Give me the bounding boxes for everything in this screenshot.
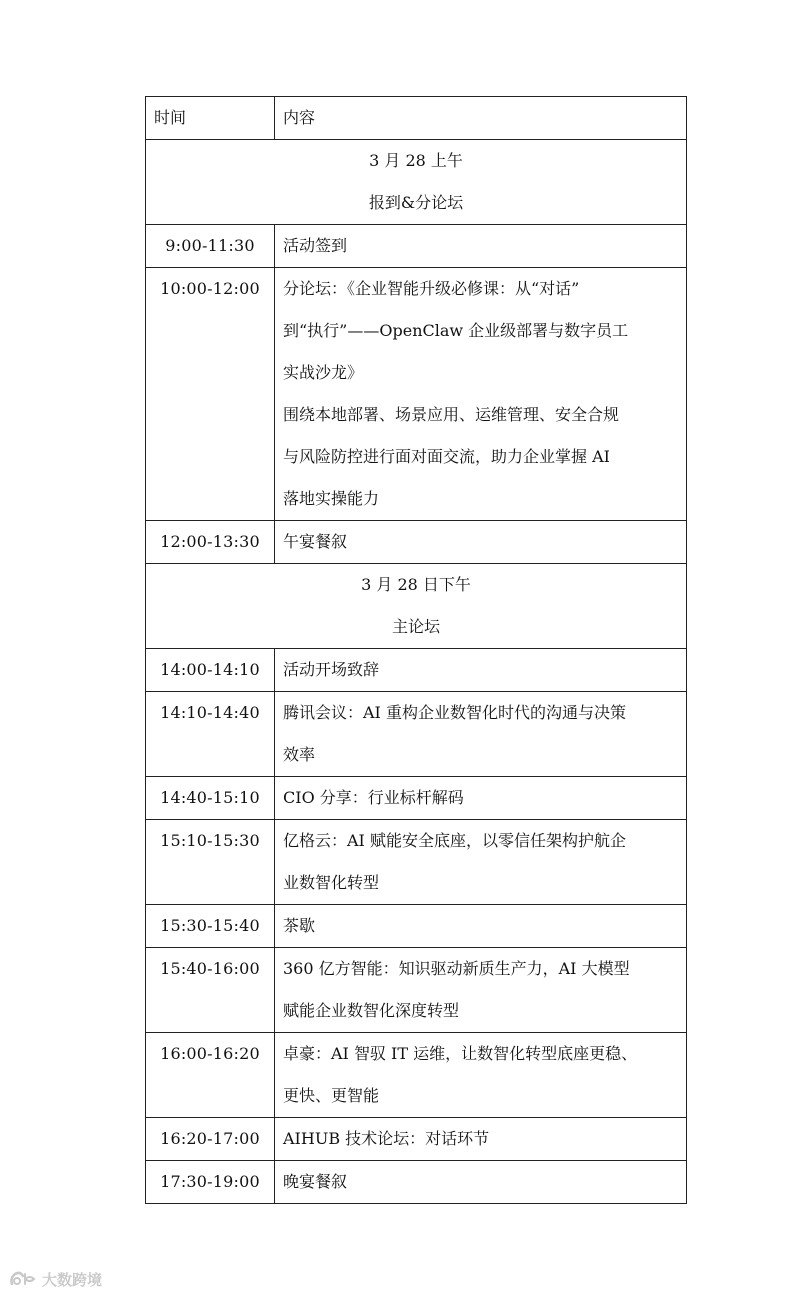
table-header-row [146,97,687,140]
row-content [275,649,687,692]
row-content-line: 与风险防控进行面对面交流，助力企业掌握 AI [283,447,610,466]
header-content: 内容 [275,97,687,140]
row-time: 14:40-15:10 [146,777,275,820]
session-morning-title: 报到&分论坛 [368,193,464,212]
session-row-afternoon [146,564,687,649]
row-content-line: 活动签到 [283,236,348,255]
row-time: 16:00-16:20 [146,1033,275,1118]
row-content [275,1161,687,1204]
table-row [146,1033,687,1118]
row-content-line: 腾讯会议：AI 重构企业数智化时代的沟通与决策 [283,703,626,722]
row-time: 14:10-14:40 [146,692,275,777]
row-content [275,905,687,948]
row-content [275,777,687,820]
table-row [146,268,687,521]
row-content-line: 业数智化转型 [283,873,380,892]
row-content [275,948,687,1033]
row-content-line: 效率 [283,745,316,764]
session-afternoon-title: 主论坛 [391,617,440,636]
row-content-line: 落地实操能力 [283,489,380,508]
row-content-line: 到“执行”——OpenClaw 企业级部署与数字员工 [283,321,629,340]
table-row [146,1118,687,1161]
table-row [146,521,687,564]
row-content-line: 活动开场致辞 [283,660,380,679]
row-time: 12:00-13:30 [146,521,275,564]
header-time: 时间 [146,97,275,140]
row-content-line: 围绕本地部署、场景应用、运维管理、安全合规 [283,405,620,424]
row-content-line: 赋能企业数智化深度转型 [283,1001,460,1020]
agenda-table [145,96,687,1204]
row-content-line: 实战沙龙》 [283,363,364,382]
watermark [8,1268,102,1290]
row-content [275,521,687,564]
table-row [146,820,687,905]
row-content-line: 午宴餐叙 [283,532,348,551]
row-time: 15:30-15:40 [146,905,275,948]
row-time: 15:40-16:00 [146,948,275,1033]
table-row [146,225,687,268]
table-row [146,777,687,820]
row-time: 17:30-19:00 [146,1161,275,1204]
row-content [275,820,687,905]
row-time: 16:20-17:00 [146,1118,275,1161]
watermark-text: 大数跨境 [42,1270,103,1289]
table-row [146,948,687,1033]
row-time: 9:00-11:30 [146,225,275,268]
session-row-morning [146,140,687,225]
row-time: 14:00-14:10 [146,649,275,692]
row-content-line: 晚宴餐叙 [283,1172,348,1191]
table-row [146,905,687,948]
table-row [146,1161,687,1204]
row-content [275,225,687,268]
row-content-line: 茶歇 [283,916,316,935]
session-morning-date: 3 月 28 上午 [369,151,463,170]
row-content-line: 更快、更智能 [283,1086,380,1105]
row-content-line: 分论坛：《企业智能升级必修课：从“对话” [283,279,580,298]
row-time: 10:00-12:00 [146,268,275,521]
session-afternoon-date: 3 月 28 日下午 [361,575,471,594]
brand-logo-icon [8,1270,38,1288]
row-content-line: AIHUB 技术论坛：对话环节 [283,1129,490,1148]
row-content-line: CIO 分享：行业标杆解码 [283,788,464,807]
table-row [146,692,687,777]
row-content [275,692,687,777]
session-morning [146,140,687,225]
session-afternoon [146,564,687,649]
row-content [275,1118,687,1161]
row-content-line: 亿格云：AI 赋能安全底座，以零信任架构护航企 [283,831,626,850]
row-content-line: 卓豪：AI 智驭 IT 运维，让数智化转型底座更稳、 [283,1044,638,1063]
table-row [146,649,687,692]
row-content [275,1033,687,1118]
row-content-line: 360 亿方智能：知识驱动新质生产力，AI 大模型 [283,959,630,978]
row-time: 15:10-15:30 [146,820,275,905]
row-content [275,268,687,521]
